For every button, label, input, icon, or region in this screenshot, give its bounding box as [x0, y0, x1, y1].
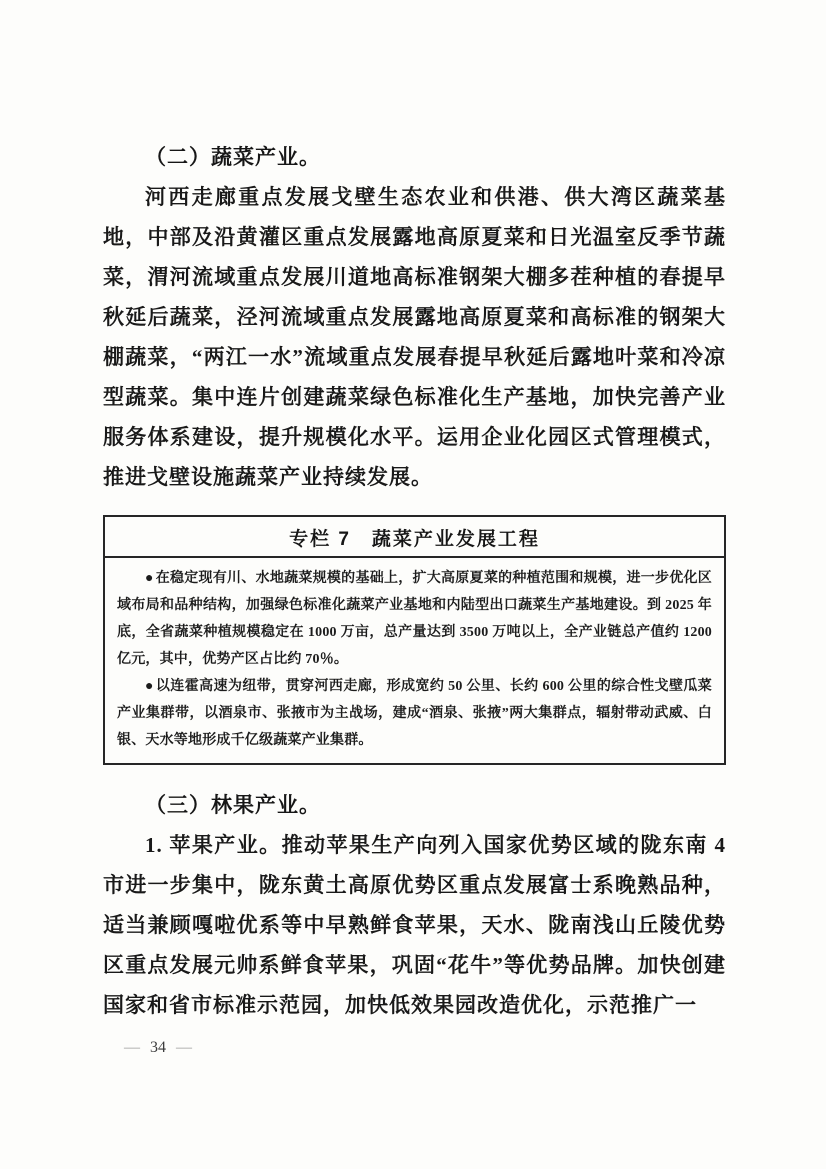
paragraph-apple-industry: 1. 苹果产业。推动苹果生产向列入国家优势区域的陇东南 4 市进一步集中，陇东黄土高原优势区重点发展富士系晚熟品种，适当兼顾嘎啦优系等中早熟鲜食苹果，天水、陇南浅山丘陵优势区重点发展元帅系鲜食苹果，巩固“花牛”等优势品牌。加快创建国家和省市标准示范园，加快低效果园改造优化，示范推广一 — [103, 833, 726, 1017]
special-column-7-body — [105, 558, 724, 763]
box-bullet-item — [117, 673, 712, 754]
special-column-7-box — [103, 515, 726, 765]
box-bullet-text-1: 在稳定现有川、水地蔬菜规模的基础上，扩大高原夏菜的种植范围和规模，进一步优化区域布局和品种结构，加强绿色标准化蔬菜产业基地和内陆型出口蔬菜生产基地建设。到 2025 年底，全省蔬菜种植规模稳定在 1000 万亩，总产量达到 3500 万吨以上，全产业链总产值约 1200 亿元，其中，优势产区占比约 70％。 — [117, 571, 712, 667]
section-heading-fruit-industry: （三）林果产业。 — [145, 793, 321, 817]
bullet-dot-icon: ● — [145, 571, 154, 586]
footer-dash-right: — — [176, 1039, 192, 1056]
special-column-7-title: 专栏 7 蔬菜产业发展工程 — [105, 517, 724, 558]
page-content — [103, 137, 726, 1025]
footer-dash-left: — — [124, 1039, 140, 1056]
section-heading-vegetable-industry: （二）蔬菜产业。 — [145, 145, 321, 169]
paragraph-vegetable-industry: 河西走廊重点发展戈壁生态农业和供港、供大湾区蔬菜基地，中部及沿黄灌区重点发展露地高原夏菜和日光温室反季节蔬菜，渭河流域重点发展川道地高标准钢架大棚多茬种植的春提早秋延后蔬菜，泾河流域重点发展露地高原夏菜和高标准的钢架大棚蔬菜，“两江一水”流域重点发展春提早秋延后露地叶菜和冷凉型蔬菜。集中连片创建蔬菜绿色标准化生产基地，加快完善产业服务体系建设，提升规模化水平。运用企业化园区式管理模式，推进戈壁设施蔬菜产业持续发展。 — [103, 185, 726, 489]
page-footer — [124, 1036, 192, 1060]
page-number: 34 — [150, 1039, 166, 1056]
box-bullet-item — [117, 565, 712, 673]
bullet-dot-icon: ● — [145, 679, 154, 694]
box-bullet-text-2: 以连霍高速为纽带，贯穿河西走廊，形成宽约 50 公里、长约 600 公里的综合性戈壁瓜菜产业集群带，以酒泉市、张掖市为主战场，建成“酒泉、张掖”两大集群点，辐射带动武威、白银、天水等地形成千亿级蔬菜产业集群。 — [117, 679, 712, 748]
